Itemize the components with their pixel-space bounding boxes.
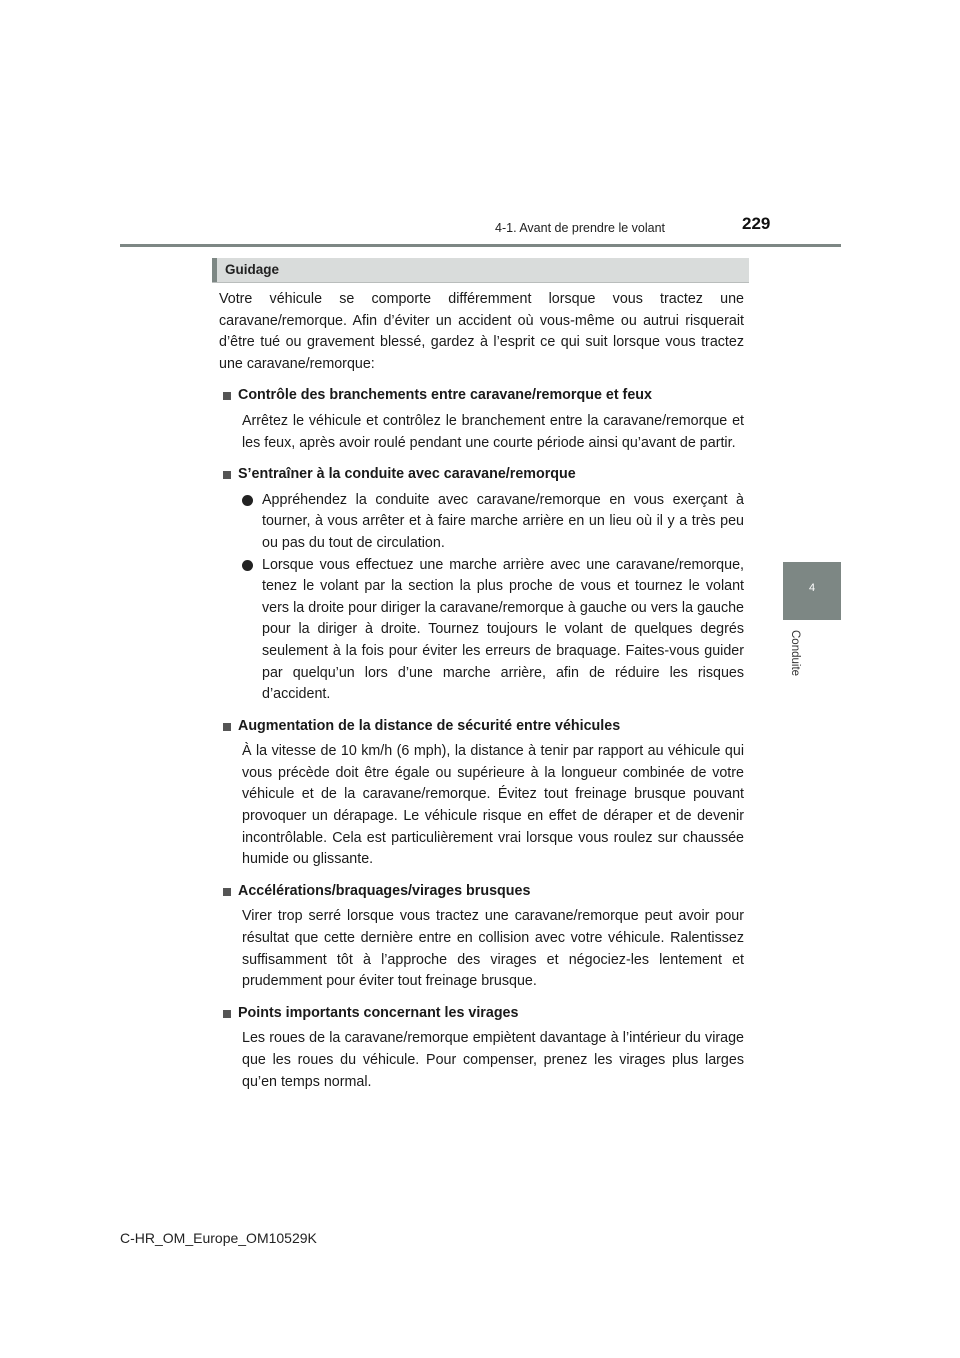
document-id: C-HR_OM_Europe_OM10529K <box>120 1230 317 1246</box>
header-divider <box>120 244 841 247</box>
chapter-number: 4 <box>808 582 816 594</box>
square-bullet-icon <box>223 888 231 896</box>
subsection-text: À la vitesse de 10 km/h (6 mph), la distance à tenir par rapport au véhicule qui vous précède doit être égale ou supérieure à la longueur combinée de votre véhicule et de la caravane/remorque. Évitez tout freinage brusque pouvant provoquer un dérapage. Le véhicule risque en effet de déraper et de devenir incontrôlable. Cela est particulièrement vrai lorsque vous roulez sur chaussée humide ou glissante. <box>242 743 744 868</box>
subsection-heading <box>219 881 744 903</box>
subsection-heading-text: Augmentation de la distance de sécurité entre véhicules <box>238 717 621 734</box>
subsection-heading-text: Contrôle des branchements entre caravane/remorque et feux <box>238 387 652 404</box>
page-number: 229 <box>742 214 771 233</box>
list-item-text: Lorsque vous effectuez une marche arrière avec une caravane/remorque, tenez le volant par la section la plus proche de vous et tournez le volant vers la droite pour diriger la caravane/remorque à gauche ou vers la gauche pour la diriger à droite. Tournez toujours le volant de quelques degrés seulement à la fois pour éviter les erreurs de braquage. Faites-vous guider par quelqu’un lors d’une marche arrière, afin de réduire les risques d’accident. <box>262 556 744 703</box>
subsection-text: Virer trop serré lorsque vous tractez une caravane/remorque peut avoir pour résultat que cette dernière entre en collision avec votre véhicule. Ralentissez suffisamment tôt à l’approche des virages et négociez-les lentement et prudemment pour éviter tout freinage brusque. <box>242 908 744 990</box>
round-bullet-icon <box>242 495 253 506</box>
subsection-heading <box>219 385 744 407</box>
list-item <box>242 490 744 555</box>
square-bullet-icon <box>223 392 231 400</box>
round-bullet-icon <box>242 560 253 571</box>
subsection-heading-text: Accélérations/braquages/virages brusques <box>238 882 531 899</box>
bullet-list <box>219 490 744 706</box>
subsection-heading <box>219 1003 744 1025</box>
intro-paragraph: Votre véhicule se comporte différemment lorsque vous tractez une caravane/remorque. Afin d’éviter un accident où vous-même ou autrui risquerait d’être tué ou gravement blessé, gardez à l’esprit ce qui suit lorsque vous tractez une caravane/remorque: <box>219 291 744 372</box>
square-bullet-icon <box>223 723 231 731</box>
chapter-tab <box>783 562 841 620</box>
header-section-title: 4-1. Avant de prendre le volant <box>495 221 666 235</box>
subsection-heading <box>219 716 744 738</box>
section-header <box>212 258 749 283</box>
subsection-text: Arrêtez le véhicule et contrôlez le branchement entre la caravane/remorque et les feux, après avoir roulé pendant une courte période ainsi qu’avant de partir. <box>242 412 744 451</box>
list-item <box>242 555 744 706</box>
section-title: Guidage <box>225 262 280 277</box>
list-item-text: Appréhendez la conduite avec caravane/remorque en vous exerçant à tourner, à vous arrêter et à faire marche arrière en un lieu où il y a très peu ou pas du tout de circulation. <box>262 491 744 551</box>
square-bullet-icon <box>223 471 231 479</box>
section-content <box>219 289 744 1103</box>
subsection-heading <box>219 464 744 486</box>
subsection-heading-text: S’entraîner à la conduite avec caravane/remorque <box>238 466 576 483</box>
chapter-label: Conduite <box>789 630 801 677</box>
subsection-heading-text: Points importants concernant les virages <box>238 1004 519 1021</box>
section-accent <box>212 258 217 282</box>
square-bullet-icon <box>223 1010 231 1018</box>
subsection-text: Les roues de la caravane/remorque empiètent davantage à l’intérieur du virage que les roues du véhicule. Pour compenser, prenez les virages plus larges qu’en temps normal. <box>242 1030 744 1090</box>
